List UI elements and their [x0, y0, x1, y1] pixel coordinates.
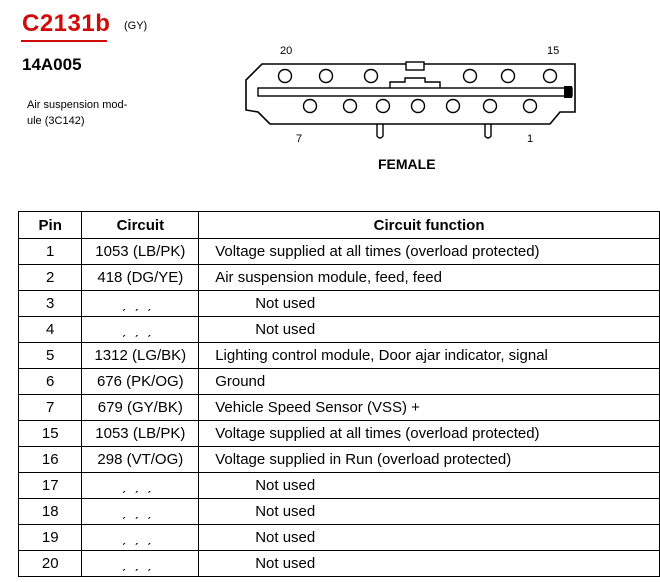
locking-tabs	[377, 124, 491, 138]
function-cell: Voltage supplied at all times (overload protected)	[199, 421, 660, 447]
connector-id-underline	[21, 40, 107, 42]
table-row	[19, 421, 660, 447]
table-row	[19, 317, 660, 343]
pin-cell: 17	[19, 473, 82, 499]
pin-cavities-top-row	[279, 70, 557, 83]
connector-face-diagram	[240, 58, 580, 146]
function-cell: Ground	[199, 369, 660, 395]
table-row	[19, 525, 660, 551]
circuit-cell: ˏˏˏ	[82, 525, 199, 551]
pin-cell: 16	[19, 447, 82, 473]
function-cell: Not used	[199, 473, 660, 499]
pin-cell: 20	[19, 551, 82, 577]
pin-cell: 1	[19, 239, 82, 265]
connector-id: C2131b	[22, 10, 111, 37]
function-cell: Lighting control module, Door ajar indicator, signal	[199, 343, 660, 369]
header-pin: Pin	[19, 212, 82, 239]
table-row	[19, 395, 660, 421]
table-row	[19, 499, 660, 525]
function-cell: Vehicle Speed Sensor (VSS) +	[199, 395, 660, 421]
pin-cavities-bottom-row	[304, 100, 537, 113]
function-cell: Voltage supplied at all times (overload protected)	[199, 239, 660, 265]
pin-label-bottom-right: 1	[527, 133, 534, 145]
connector-housing	[246, 64, 575, 124]
circuit-cell: 1053 (LB/PK)	[82, 239, 199, 265]
pin-cell: 5	[19, 343, 82, 369]
circuit-cell: 676 (PK/OG)	[82, 369, 199, 395]
function-cell: Not used	[199, 291, 660, 317]
module-name: Air suspension mod- ule (3C142)	[27, 99, 128, 127]
circuit-cell: ˏˏˏ	[82, 551, 199, 577]
circuit-cell: 679 (GY/BK)	[82, 395, 199, 421]
pin-cell: 7	[19, 395, 82, 421]
part-number: 14A005	[22, 55, 82, 74]
pin-label-top-left: 20	[280, 45, 293, 57]
function-cell: Voltage supplied in Run (overload protected)	[199, 447, 660, 473]
pin-table	[18, 211, 660, 577]
table-row	[19, 369, 660, 395]
pin-cell: 18	[19, 499, 82, 525]
pin-cell: 19	[19, 525, 82, 551]
connector-key-tab	[564, 86, 572, 98]
connector-color: (GY)	[124, 20, 148, 32]
table-row	[19, 551, 660, 577]
header-circuit-function: Circuit function	[199, 212, 660, 239]
circuit-cell: 1312 (LG/BK)	[82, 343, 199, 369]
table-row	[19, 239, 660, 265]
pin-cell: 6	[19, 369, 82, 395]
pin-cell: 4	[19, 317, 82, 343]
table-row	[19, 473, 660, 499]
function-cell: Not used	[199, 551, 660, 577]
circuit-cell: ˏˏˏ	[82, 317, 199, 343]
table-row	[19, 265, 660, 291]
circuit-cell: 418 (DG/YE)	[82, 265, 199, 291]
pin-label-top-right: 15	[547, 45, 560, 57]
header-circuit: Circuit	[82, 212, 199, 239]
table-row	[19, 343, 660, 369]
circuit-cell: 1053 (LB/PK)	[82, 421, 199, 447]
pin-cell: 15	[19, 421, 82, 447]
function-cell: Air suspension module, feed, feed	[199, 265, 660, 291]
function-cell: Not used	[199, 499, 660, 525]
table-header-row	[19, 212, 660, 239]
connector-gender: FEMALE	[378, 156, 436, 172]
function-cell: Not used	[199, 525, 660, 551]
pin-cell: 2	[19, 265, 82, 291]
circuit-cell: ˏˏˏ	[82, 291, 199, 317]
pin-cell: 3	[19, 291, 82, 317]
table-row	[19, 291, 660, 317]
table-row	[19, 447, 660, 473]
circuit-cell: ˏˏˏ	[82, 499, 199, 525]
circuit-cell: 298 (VT/OG)	[82, 447, 199, 473]
connector-latch-notch	[390, 78, 440, 88]
function-cell: Not used	[199, 317, 660, 343]
connector-latch	[406, 62, 424, 70]
pin-label-bottom-left: 7	[296, 133, 303, 145]
circuit-cell: ˏˏˏ	[82, 473, 199, 499]
connector-key-slot	[258, 88, 572, 96]
